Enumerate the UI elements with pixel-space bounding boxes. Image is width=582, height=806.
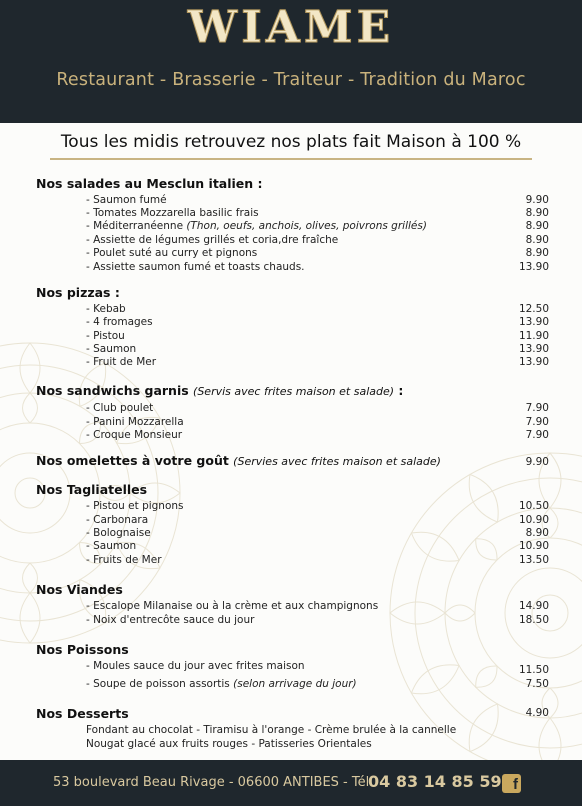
menu-item: - Noix d'entrecôte sauce du jour	[86, 614, 255, 626]
menu-item: - Saumon fumé	[86, 194, 167, 206]
menu-item-price: 8.90	[525, 234, 549, 246]
desserts-list: Nougat glacé aux fruits rouges - Patisseries Orientales	[86, 738, 372, 750]
section-title-suffix: :	[394, 383, 404, 398]
menu-item: - Poulet suté au curry et pignons	[86, 247, 258, 259]
menu-item-note: (selon arrivage du jour)	[233, 678, 357, 690]
section-title-tagliatelles: Nos Tagliatelles	[36, 482, 148, 497]
desserts-list: Fondant au chocolat - Tiramisu à l'orange - Crème brulée à la cannelle	[86, 724, 457, 736]
footer-address: 53 boulevard Beau Rivage - 06600 ANTIBES - Tél.	[53, 775, 374, 790]
menu-item: - Panini Mozzarella	[86, 416, 184, 428]
menu-item-price: 7.90	[525, 429, 549, 441]
menu-item: - Club poulet	[86, 402, 154, 414]
menu-item: - Fruit de Mer	[86, 356, 157, 368]
mandala-decoration-right	[380, 443, 582, 760]
menu-item-price: 10.90	[518, 540, 549, 552]
menu-item-price: 13.50	[518, 554, 549, 566]
menu-item: - Croque Monsieur	[86, 429, 183, 441]
menu-item: - Assiette de légumes grillés et coria,dre fraîche	[86, 234, 339, 246]
menu-item: - Pistou	[86, 330, 125, 342]
menu-item: - Saumon	[86, 540, 137, 552]
menu-item	[86, 220, 427, 232]
menu-item: - Escalope Milanaise ou à la crème et aux champignons	[86, 600, 379, 612]
menu-item-price: 9.90	[525, 456, 549, 468]
menu-item-name: - Méditerranéenne	[86, 220, 187, 232]
facebook-icon[interactable]: f	[502, 774, 521, 793]
menu-item-price: 7.50	[525, 678, 549, 690]
menu-item	[86, 678, 357, 690]
menu-item: - Tomates Mozzarella basilic frais	[86, 207, 259, 219]
footer-phone[interactable]: 04 83 14 85 59	[368, 772, 502, 791]
menu-item: - Bolognaise	[86, 527, 151, 539]
menu-item-price: 7.90	[525, 416, 549, 428]
menu-item-price: 13.90	[518, 261, 549, 273]
menu-item-name: - Soupe de poisson assortis	[86, 678, 234, 690]
menu-item-price: 13.90	[518, 343, 549, 355]
menu-item-price: 8.90	[525, 247, 549, 259]
menu-item-price: 11.50	[518, 664, 549, 676]
menu-item: - Saumon	[86, 343, 137, 355]
section-note: (Servies avec frites maison et salade)	[233, 455, 441, 468]
menu-item: - 4 fromages	[86, 316, 153, 328]
menu-item: - Assiette saumon fumé et toasts chauds.	[86, 261, 305, 273]
menu-item: - Carbonara	[86, 514, 149, 526]
page-headline: Tous les midis retrouvez nos plats fait Maison à 100 %	[60, 132, 522, 152]
menu-item-price: 12.50	[518, 303, 549, 315]
menu-item-price: 14.90	[518, 600, 549, 612]
menu-item-price: 13.90	[518, 316, 549, 328]
section-title-viandes: Nos Viandes	[36, 582, 123, 597]
menu-item: - Fruits de Mer	[86, 554, 162, 566]
menu-item-note: (Thon, oeufs, anchois, olives, poivrons grillés)	[186, 220, 427, 232]
section-title-text: Nos sandwichs garnis	[36, 383, 194, 398]
brand-logo: WIAME	[187, 2, 395, 53]
menu-item-price: 8.90	[525, 220, 549, 232]
menu-item-price: 9.90	[525, 194, 549, 206]
headline-divider	[50, 158, 532, 160]
menu-item-price: 7.90	[525, 402, 549, 414]
section-note: (Servis avec frites maison et salade)	[193, 385, 395, 398]
menu-item: - Kebab	[86, 303, 126, 315]
section-title-desserts: Nos Desserts	[36, 706, 129, 721]
section-title-salades: Nos salades au Mesclun italien :	[36, 176, 263, 191]
section-title-text: Nos omelettes à votre goût	[36, 453, 234, 468]
menu-item-price: 4.90	[525, 707, 549, 719]
section-title-pizzas: Nos pizzas :	[36, 285, 120, 300]
section-title-omelettes	[36, 453, 441, 468]
menu-item-price: 10.90	[518, 514, 549, 526]
section-title-poissons: Nos Poissons	[36, 642, 129, 657]
section-title-sandwichs	[36, 383, 403, 398]
tagline: Restaurant - Brasserie - Traiteur - Tradition du Maroc	[56, 70, 526, 90]
menu-item-price: 8.90	[525, 207, 549, 219]
menu-item: - Pistou et pignons	[86, 500, 184, 512]
menu-item: - Moules sauce du jour avec frites maison	[86, 660, 305, 672]
menu-item-price: 10.50	[518, 500, 549, 512]
menu-item-price: 18.50	[518, 614, 549, 626]
menu-item-price: 13.90	[518, 356, 549, 368]
menu-item-price: 11.90	[518, 330, 549, 342]
menu-item-price: 8.90	[525, 527, 549, 539]
